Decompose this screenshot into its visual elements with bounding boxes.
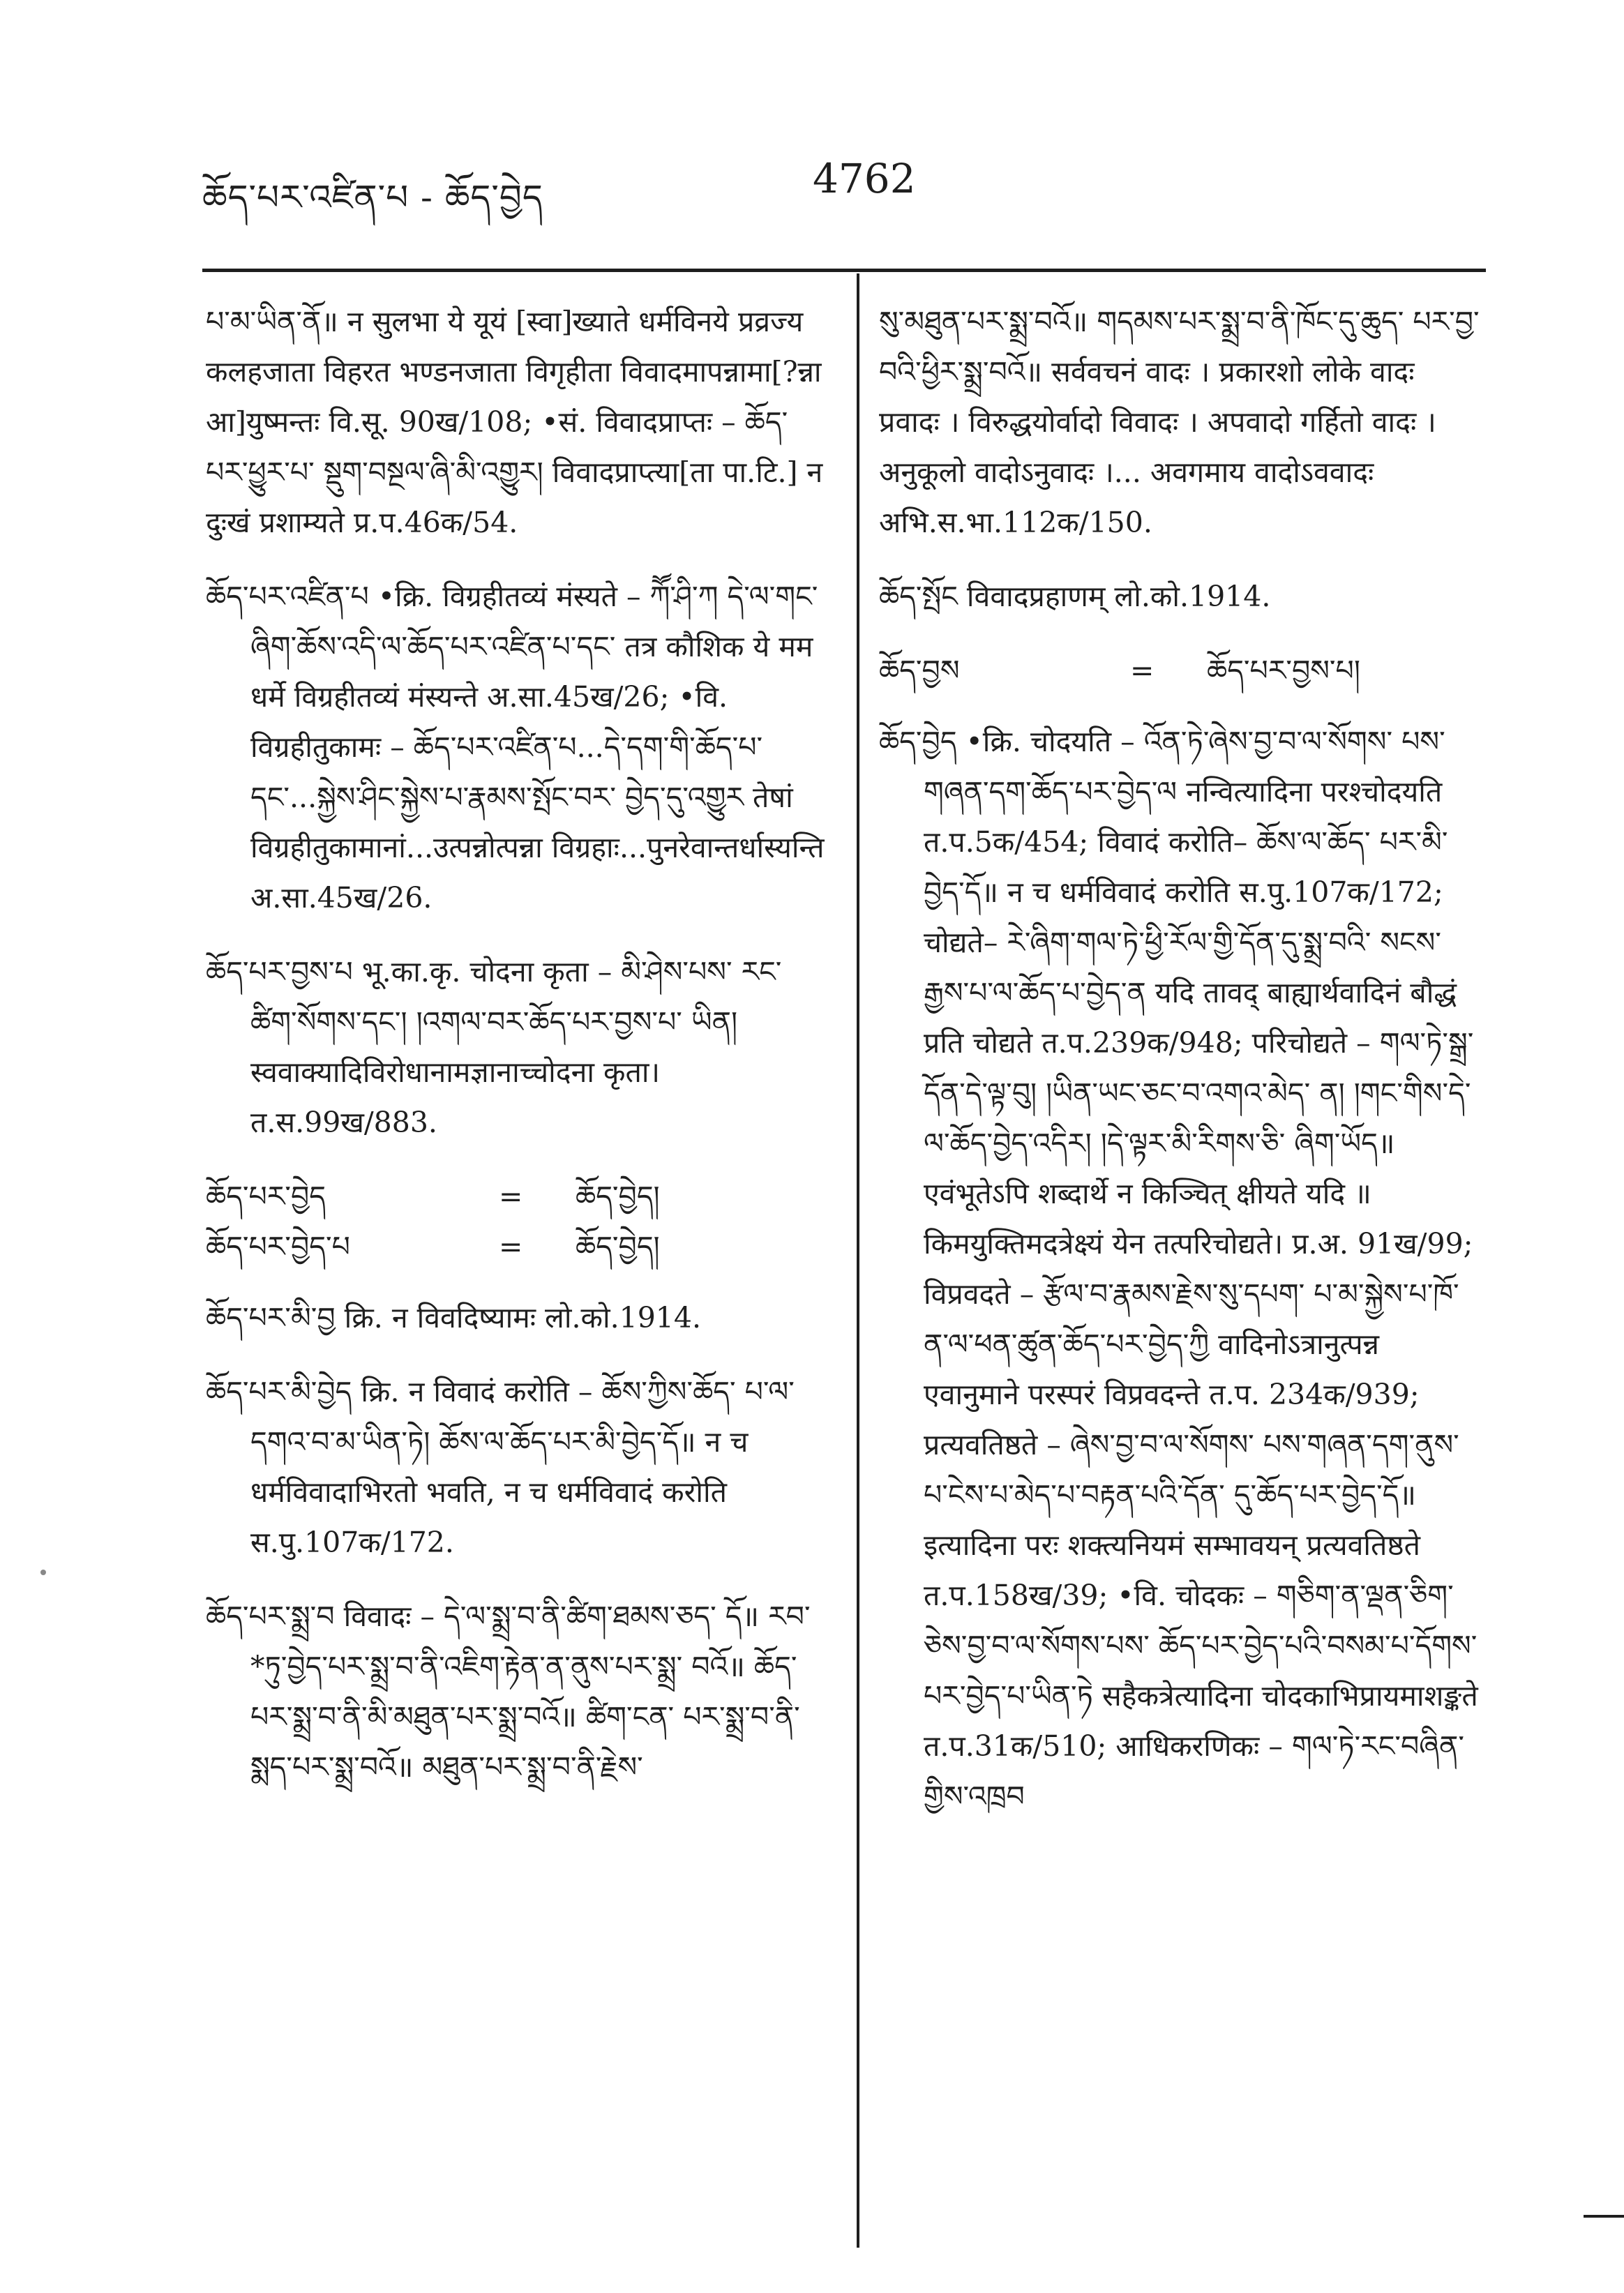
right-column — [879, 296, 1482, 1845]
xref-equals-sign: = — [499, 1180, 523, 1213]
xref-equals-sign: = — [1130, 654, 1155, 687]
left-entry-3: ཆོད་པར་བྱས་པ भू.का.कृ. चोदना कृता – མི་ཤེས་པས་ རང་ཚིག་སོགས་དང་། །འགལ་བར་ཆོད་པར་བྱས་པ་ ཡིན། स्ववाक्यादिविरोधानामज्ञानाच्चोदना कृता। त.स.99ख/883. — [206, 955, 782, 1139]
scan-edge-mark — [1584, 2215, 1624, 2218]
left-entry-continuation: པ་མ་ཡིན་ནོ॥ न सुलभा ये यूयं [स्वा]ख्याते धर्मविनये प्रव्रज्य कलहजाता विहरत भण्डनजाता विगृहीता विवादमापन्नामा[?न्ना आ]युष्मन्तः वि.सू. 90ख/108; •सं. विवादप्राप्तः – ཆོད་པར་ཕྱུར་པ་ སྡུག་བསྔལ་ཞི་མི་འགྱུར། विवादप्राप्त्या[ता पा.टि.] न दुःखं प्रशाम्यते प्र.प.46क/54. — [206, 305, 823, 539]
running-header: ཆོད་པར་འཛིན་པ - ཆོད་བྱེད — [202, 177, 543, 218]
cross-reference-2 — [206, 1221, 827, 1272]
xref-target: ཆོད་བྱེད། — [576, 1230, 660, 1263]
cross-reference-1 — [206, 1171, 827, 1221]
left-entry-2: ཆོད་པར་འཛིན་པ •क्रि. विग्रहीतव्यं मंस्यते – ཀཽ་ཤི་ཀ དེ་ལ་གང་ཞིག་ཆོས་འདི་ལ་ཆོད་པར་འཛིན་པ་དང་ तत्र कौशिक ये मम धर्मे विग्रहीतव्यं मंस्यन्ते अ.सा.45ख/26; •वि. विग्रहीतुकामः – ཆོད་པར་འཛིན་པ...དེ་དག་གི་ཆོད་པ་དང་...སྐྱེས་ཤིང་སྐྱེས་པ་རྣམས་སྤོང་བར་ བྱེད་དུ་འགྱུར तेषां विग्रहीतुकामानां...उत्पन्नोत्पन्ना विग्रहाः...पुनरेवान्तर्धास्यन्ति अ.सा.45ख/26. — [206, 580, 825, 915]
left-entry-6: ཆོད་པར་སྨྲ་བ विवादः – དེ་ལ་སྨྲ་བ་ནི་ཚིག་ཐམས་ཅད་ དོ॥ རབ་*ཏུ་བྱེད་པར་སྨྲ་བ་ནི་འཇིག་རྟེན་ན་ནུས་པར་སྨྲ་ བའོ॥ ཆོད་པར་སྨྲ་བ་ནི་མི་མཐུན་པར་སྨྲ་བའོ॥ ཚིག་ངན་ པར་སྨྲ་བ་ནི་སྨད་པར་སྨྲ་བའོ॥ མཐུན་པར་སྨྲ་བ་ནི་རྗེས་ — [206, 1600, 811, 1784]
cross-reference-3 — [879, 645, 1482, 696]
right-entry-continuation: སུ་མཐུན་པར་སྨྲ་བའོ॥ གདམས་པར་སྨྲ་བ་ནི་ཁོང་དུ་ཆུད་ པར་བྱ་བའི་ཕྱིར་སྨྲ་བའོ॥ सर्ववचनं वादः । प्रकारशो लोके वादः प्रवादः । विरुद्धयोर्वादो विवादः । अपवादो गर्हितो वादः । अनुकूलो वादोऽनुवादः ।... अवगमाय वादोऽववादः अभि.स.भा.112क/150. — [879, 305, 1480, 539]
xref-equals-sign: = — [499, 1230, 523, 1263]
xref-target: ཆོད་བྱེད། — [576, 1180, 660, 1213]
header-rule — [202, 269, 1486, 272]
scan-speck — [40, 1570, 46, 1575]
page-number: 4762 — [813, 155, 916, 202]
xref-headword: ཆོད་པར་བྱེད་པ — [206, 1230, 350, 1263]
xref-target: ཆོད་པར་བྱས་པ། — [1207, 654, 1360, 687]
xref-headword: ཆོད་པར་བྱེད — [206, 1180, 326, 1213]
column-divider — [857, 273, 859, 2248]
left-entry-4: ཆོད་པར་མི་བྱ क्रि. न विवदिष्यामः लो.को.1914. — [206, 1301, 701, 1335]
xref-headword: ཆོད་བྱས — [879, 654, 960, 687]
right-entry-3: ཆོད་བྱེད •क्रि. चोदयति – འོན་ཏེ་ཞེས་བྱ་བ་ལ་སོགས་ པས་གཞན་དག་ཆོད་པར་བྱེད་ལ नन्वित्यादिना परश्चोदयति त.प.5क/454; विवादं करोति– ཆོས་ལ་ཆོད་ པར་མི་བྱེད་དོ॥ न च धर्मविवादं करोति स.पु.107क/172; चोद्यते– རེ་ཞིག་གལ་ཏེ་ཕྱི་རོལ་གྱི་དོན་དུ་སྨྲ་བའི་ སངས་རྒྱས་པ་ལ་ཆོད་པ་བྱེད་ན यदि तावद् बाह्यार्थवादिनं बौद्धं प्रति चोद्यते त.प.239क/948; परिचोद्यते – གལ་ཏེ་སྒྲ་དོན་དེ་ལྟ་བུ། །ཡིན་ཡང་ཅང་བ་འགའ་མེད་ ན། །གང་གིས་དེ་ལ་ཆོད་བྱེད་འདིར། །དེ་ལྟར་མི་རིགས་ཅི་ ཞིག་ཡོད॥ एवंभूतेऽपि शब्दार्थे न किञ्चित् क्षीयते यदि ॥ किमयुक्तिमदत्रेक्ष्यं येन तत्परिचोद्यते। प्र.अ. 91ख/99; विप्रवदते – རྩོལ་བ་རྣམས་རྗེས་སུ་དཔག་ པ་མ་སྐྱེས་པ་ཁོ་ན་ལ་ཕན་ཚུན་ཆོད་པར་བྱེད་ཀྱི वादिनोऽत्रानुत्पन्न एवानुमाने परस्परं विप्रवदन्ते त.प. 234क/939; प्रत्यवतिष्ठते – ཞེས་བྱ་བ་ལ་སོགས་ པས་གཞན་དག་ནུས་པ་ངེས་པ་མེད་པ་བརྟན་པའི་དོན་ དུ་ཆོད་པར་བྱེད་དོ॥ इत्यादिना परः शक्त्यनियमं सम्भावयन् प्रत्यवतिष्ठते त.प.158ख/39; •वि. चोदकः – གཅིག་ན་ལྡན་ཅིག་ཅེས་བྱ་བ་ལ་སོགས་པས་ ཆོད་པར་བྱེད་པའི་བསམ་པ་དོགས་པར་བྱེད་པ་ཡིན་ཏེ सहैकत्रेत्यादिना चोदकाभिप्रायमाशङ्कते त.प.31क/510; आधिकरणिकः – གལ་ཏེ་རང་བཞིན་གྱིས་འཁྲབ — [879, 725, 1478, 1813]
right-entry-2: ཆོད་སྤོང विवादप्रहाणम् लो.को.1914. — [879, 580, 1271, 613]
left-column — [206, 296, 827, 1816]
left-entry-5: ཆོད་པར་མི་བྱེད क्रि. न विवादं करोति – ཆོས་ཀྱིས་ཆོད་ པ་ལ་དགའ་བ་མ་ཡིན་ཏེ། ཆོས་ལ་ཆོད་པར་མི་བྱེད་དོ॥ न च धर्मविवादाभिरतो भवति, न च धर्मविवादं करोति स.पु.107क/172. — [206, 1375, 795, 1559]
